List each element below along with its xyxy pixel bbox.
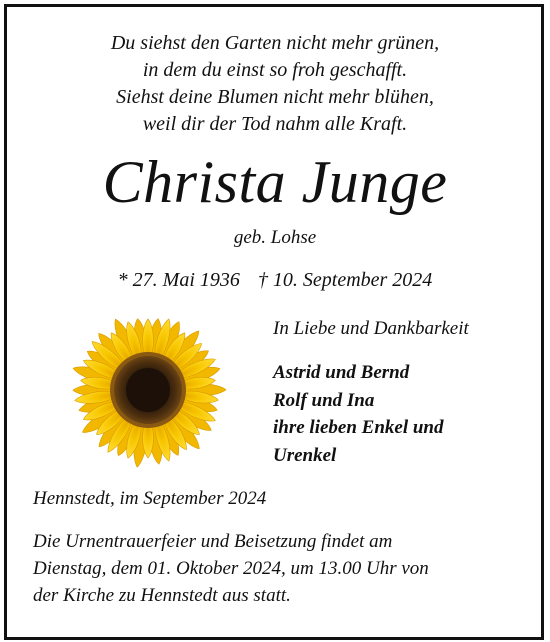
- mourners-list: [273, 359, 444, 469]
- birth-date: * 27. Mai 1936: [117, 269, 240, 291]
- poem-line: Du siehst den Garten nicht mehr grünen,: [110, 32, 440, 54]
- mourner-line: Astrid und Bernd: [273, 362, 410, 383]
- sunflower-icon: [66, 310, 230, 470]
- funeral-notice: [33, 528, 429, 609]
- dedication-text: In Liebe und Dankbarkeit: [273, 318, 469, 339]
- life-dates: [0, 267, 550, 293]
- notice-line: Dienstag, dem 01. Oktober 2024, um 13.00 Uhr von: [33, 558, 429, 579]
- poem-line: in dem du einst so froh geschafft.: [142, 59, 408, 81]
- deceased-name: Christa Junge: [102, 149, 448, 215]
- poem-line: Siehst deine Blumen nicht mehr blühen,: [116, 86, 434, 108]
- birth-name: geb. Lohse: [233, 227, 317, 248]
- death-date: † 10. September 2024: [257, 269, 433, 291]
- mourner-line: Rolf und Ina: [273, 389, 375, 411]
- poem-line: weil dir der Tod nahm alle Kraft.: [142, 113, 408, 135]
- place-and-date: Hennstedt, im September 2024: [33, 488, 267, 509]
- mourner-line: Urenkel: [273, 444, 337, 466]
- mourner-line: ihre lieben Enkel und: [273, 417, 444, 438]
- notice-line: Die Urnentrauerfeier und Beisetzung findet am: [33, 531, 393, 552]
- poem: [0, 30, 550, 138]
- notice-line: der Kirche zu Hennstedt aus statt.: [33, 585, 291, 606]
